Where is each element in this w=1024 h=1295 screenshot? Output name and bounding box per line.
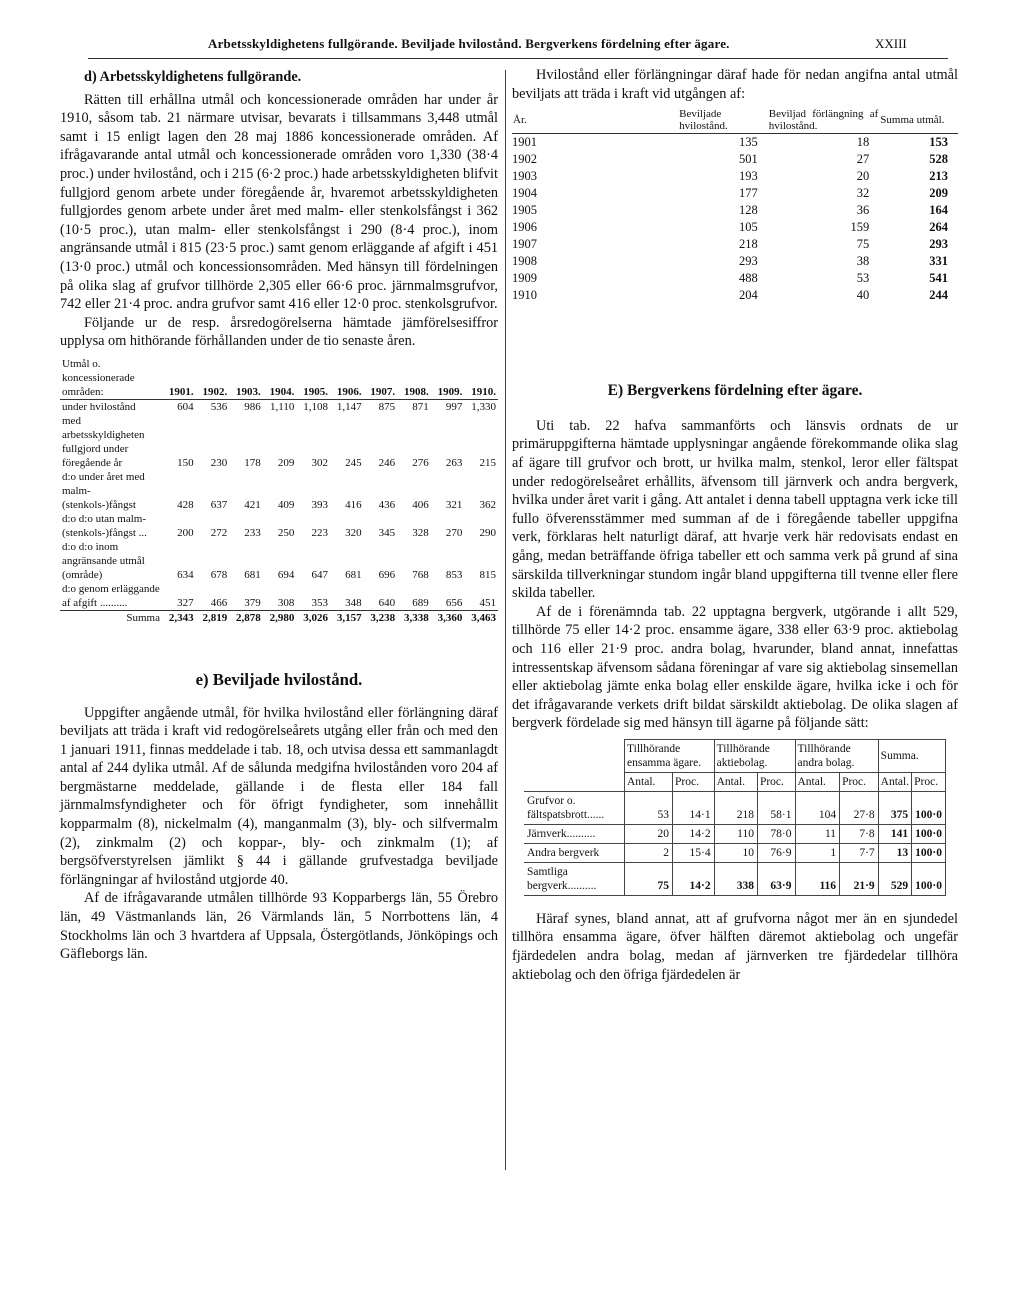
cell: 681 (244, 568, 261, 581)
cell: 15·4 (673, 843, 715, 862)
ext-cell: 27 (856, 152, 870, 167)
cell: 338 (714, 862, 757, 895)
cell: 436 (378, 498, 396, 511)
sum-cell: 3,238 (364, 610, 398, 625)
table-ownership (524, 739, 946, 896)
header-rule (88, 58, 948, 59)
cell: 100·0 (912, 791, 946, 824)
ext-cell: 18 (856, 135, 870, 150)
sum-cell: 2,343 (162, 610, 196, 625)
cell: 681 (345, 568, 362, 581)
granted-cell: 501 (739, 152, 758, 167)
right-column (512, 66, 958, 984)
year-cell: 1902 (512, 152, 537, 167)
sum-cell: 3,463 (464, 610, 498, 625)
ext-cell: 36 (856, 203, 870, 218)
cell: 689 (412, 596, 429, 609)
cell: 21·9 (840, 862, 879, 895)
table-row (524, 824, 946, 843)
year-header: 1902. (202, 385, 228, 398)
paragraph-comparison-intro: Följande ur de resp. årsredogörelserna hämtade jämförelsesiffror upplysa om hithörande förhållanden under de tio senaste åren. (60, 314, 498, 350)
cell: 76·9 (757, 843, 795, 862)
granted-cell: 293 (739, 254, 758, 269)
table-row (60, 399, 498, 414)
cell: 100·0 (912, 862, 946, 895)
cell: 375 (878, 791, 911, 824)
cell: 200 (177, 526, 194, 539)
cell: 451 (479, 596, 496, 609)
ext-cell: 20 (856, 169, 870, 184)
cell: 536 (210, 400, 228, 413)
row-label: Samtliga bergverk.......... (524, 862, 625, 895)
cell: 362 (479, 498, 496, 511)
cell: 1,108 (303, 400, 328, 413)
sum-cell: 2,878 (229, 610, 263, 625)
row-label: d:o under året med malm- (stenkols-)fångst (62, 470, 145, 511)
total-cell: 293 (929, 237, 948, 252)
paragraph-conclusion: Häraf synes, bland annat, att af grufvorna något mer än en sjundedel tillhöra ensamma ägare, öfver hälften däremot aktiebolag och ungefär fjärdedelen andra bolag, medan af järnverken tre fjärdedelar tillhöra aktiebolag och den öfriga fjärdedelen är (512, 910, 958, 983)
sum-cell: 3,360 (431, 610, 465, 625)
table-total-row (524, 862, 946, 895)
cell: 218 (714, 791, 757, 824)
header-antal: Antal. (714, 772, 757, 791)
header-aktiebolag: Tillhörande aktiebolag. (714, 739, 795, 772)
row-label: Andra bergverk (524, 843, 625, 862)
table-row (512, 219, 958, 236)
cell: 276 (412, 456, 429, 469)
granted-cell: 105 (739, 220, 758, 235)
header-year: År. (513, 114, 527, 127)
year-header: 1909. (437, 385, 463, 398)
cell: 27·8 (840, 791, 879, 824)
row-label: Grufvor o. fältspatsbrott...... (524, 791, 625, 824)
sum-label: Summa (60, 610, 162, 625)
sum-cell: 3,026 (296, 610, 330, 625)
header-blank (524, 739, 625, 791)
ext-cell: 40 (856, 288, 870, 303)
cell: 215 (479, 456, 496, 469)
table-row (512, 134, 958, 152)
row-label: d:o genom erläggande af afgift .......... (62, 582, 160, 609)
cell: 141 (878, 824, 911, 843)
cell: 379 (244, 596, 261, 609)
cell: 637 (210, 498, 228, 511)
sum-cell: 2,819 (196, 610, 230, 625)
cell: 263 (445, 456, 463, 469)
sum-cell: 3,157 (330, 610, 364, 625)
cell: 100·0 (912, 843, 946, 862)
cell: 250 (277, 526, 295, 539)
cell: 853 (445, 568, 463, 581)
cell: 428 (177, 498, 194, 511)
cell: 308 (277, 596, 295, 609)
cell: 14·1 (673, 791, 715, 824)
cell: 63·9 (757, 862, 795, 895)
left-column (60, 66, 498, 964)
cell: 13 (878, 843, 911, 862)
paragraph-ownership: Af de i förenämnda tab. 22 upptagna bergverk, utgörande i allt 529, tillhörde 75 eller 14·2 proc. ensamme ägare, 338 eller 63·9 proc. aktiebolag och 116 eller 21·9 proc. andra bolag, hvarunder, bland annat, innefattas intressentskap äfvensom sådana föreningar af vare sig aktiebolag sinsemellan eller aktiebolag jämte enka bolag eller enskilde ägare, hvilka icke i och för det ifrågavarande verkets drift bildat särskildt aktiebolag. De olika slagen af bergverk fördelade sig med hänsyn till ägarne på följande sätt: (512, 603, 958, 732)
table-row (524, 843, 946, 862)
section-d-heading: d) Arbetsskyldighetens fullgörande. (84, 69, 302, 85)
table-row (60, 470, 498, 512)
year-cell: 1907 (512, 237, 537, 252)
row-label: Järnverk.......... (524, 824, 625, 843)
cell: 78·0 (757, 824, 795, 843)
year-cell: 1906 (512, 220, 537, 235)
granted-cell: 193 (739, 169, 758, 184)
cell: 678 (210, 568, 228, 581)
table-row (512, 287, 958, 304)
header-proc: Proc. (757, 772, 795, 791)
cell: 245 (345, 456, 362, 469)
year-header: 1901. (168, 385, 194, 398)
header-proc: Proc. (840, 772, 879, 791)
cell: 421 (244, 498, 261, 511)
cell: 647 (311, 568, 328, 581)
table-arbetsskyldighet (60, 357, 498, 625)
cell: 20 (625, 824, 673, 843)
sum-cell: 2,980 (263, 610, 297, 625)
cell: 53 (625, 791, 673, 824)
paragraph-arbetsskyldighet: Rätten till erhållna utmål och koncessionerade områden har under år 1910, såsom tab. 21 närmare utvisar, bevarats i tillsammans 3,448 utmål samt i 15 enligt lagen den 28 maj 1886 koncessionerade områden. Af ifrågavarande antal utmål och koncessionerade områden voro 1,330 (38·4 proc.) under hvilostånd, och i 215 (6·2 proc.) hade arbetsskyldigheten blifvit fullgjord genom arbete under föregående år, hvaremot arbetsskyldigheten fullgjordes genom arbete under året med malm- eller stenkolsfångst i 362 (10·5 proc.), utan malm- eller stenkolsfångst i 290 (8·4 proc.), inom angränsande utmål i 815 (23·5 proc.) samt genom erläggande af afgift i 451 (13·0 proc.) utmål och koncessionsområden. Med hänsyn till fördelningen på olika slag af grufvor tillhörde 2,305 eller 66·6 proc. järnmalmsgrufvor, 742 eller 21·4 proc. andra grufvor samt 416 eller 12·0 proc. stenkolsgrufvor. (60, 91, 498, 313)
cell: 209 (277, 456, 295, 469)
total-cell: 213 (929, 169, 948, 184)
table-hvilostand (512, 107, 958, 304)
cell: 696 (378, 568, 396, 581)
cell: 353 (311, 596, 328, 609)
table-row (512, 151, 958, 168)
header-antal: Antal. (795, 772, 840, 791)
header-proc: Proc. (912, 772, 946, 791)
cell: 11 (795, 824, 840, 843)
cell: 302 (311, 456, 328, 469)
section-E-heading: E) Bergverkens fördelning efter ägare. (607, 382, 863, 400)
cell: 272 (210, 526, 228, 539)
cell: 406 (412, 498, 429, 511)
cell: 14·2 (673, 862, 715, 895)
running-title: Arbetsskyldighetens fullgörande. Beviljade hvilostånd. Bergverkens fördelning efter ägare. (208, 36, 730, 51)
table-row (512, 270, 958, 287)
cell: 529 (878, 862, 911, 895)
total-cell: 244 (929, 288, 948, 303)
cell: 104 (795, 791, 840, 824)
cell: 348 (345, 596, 362, 609)
table-row (60, 512, 498, 540)
granted-cell: 135 (739, 135, 758, 150)
granted-cell: 204 (739, 288, 758, 303)
header-single-owner: Tillhörande ensamma ägare. (625, 739, 715, 772)
cell: 871 (412, 400, 429, 413)
table-header-row (512, 107, 958, 134)
cell: 14·2 (673, 824, 715, 843)
granted-cell: 488 (739, 271, 758, 286)
table-row (60, 582, 498, 611)
column-divider (505, 70, 506, 1170)
granted-cell: 128 (739, 203, 758, 218)
ext-cell: 32 (856, 186, 870, 201)
year-cell: 1903 (512, 169, 537, 184)
header-proc: Proc. (673, 772, 715, 791)
year-header: 1908. (404, 385, 429, 398)
row-label: d:o d:o utan malm- (stenkols-)fångst ... (62, 512, 147, 539)
cell: 178 (244, 456, 261, 469)
paragraph-hvilostand-intro: Hvilostånd eller förlängningar däraf hade för nedan angifna antal utmål beviljats att träda i kraft vid utgången af: (512, 67, 958, 102)
cell: 997 (445, 400, 463, 413)
granted-cell: 218 (739, 237, 758, 252)
table-header-label: Utmål o. koncessionerade områden: (62, 357, 135, 398)
cell: 875 (378, 400, 396, 413)
table-row (524, 791, 946, 824)
cell: 2 (625, 843, 673, 862)
cell: 604 (177, 400, 194, 413)
table-row (60, 540, 498, 582)
cell: 656 (445, 596, 463, 609)
cell: 270 (445, 526, 463, 539)
year-cell: 1909 (512, 271, 537, 286)
cell: 393 (311, 498, 328, 511)
table-row (512, 168, 958, 185)
total-cell: 153 (929, 135, 948, 150)
header-total: Summa utmål. (880, 114, 945, 127)
header-other-companies: Tillhörande andra bolag. (795, 739, 878, 772)
cell: 815 (479, 568, 496, 581)
table-header-row (60, 357, 498, 400)
ext-cell: 38 (856, 254, 870, 269)
cell: 75 (625, 862, 673, 895)
cell: 58·1 (757, 791, 795, 824)
year-cell: 1901 (512, 135, 537, 150)
cell: 110 (714, 824, 757, 843)
row-label: d:o d:o inom angränsande utmål (område) (62, 540, 145, 581)
year-header: 1905. (303, 385, 328, 398)
table-row (512, 236, 958, 253)
table-header-row (524, 739, 946, 772)
table-row (512, 202, 958, 219)
year-header: 1904. (269, 385, 295, 398)
cell: 986 (244, 400, 261, 413)
cell: 768 (412, 568, 429, 581)
cell: 223 (311, 526, 328, 539)
cell: 345 (378, 526, 396, 539)
table-sum-row (60, 610, 498, 625)
cell: 640 (378, 596, 396, 609)
header-antal: Antal. (625, 772, 673, 791)
cell: 7·7 (840, 843, 879, 862)
cell: 327 (177, 596, 194, 609)
table-row (512, 253, 958, 270)
table-row (60, 414, 498, 470)
header-extension: Beviljad förlängning af hvilostånd. (768, 108, 879, 133)
year-header: 1907. (370, 385, 396, 398)
year-header: 1903. (236, 385, 261, 398)
cell: 1,147 (336, 400, 362, 413)
row-label: under hvilostånd (62, 400, 136, 413)
sum-cell: 3,338 (397, 610, 431, 625)
header-antal: Antal. (878, 772, 911, 791)
cell: 466 (210, 596, 228, 609)
total-cell: 264 (929, 220, 948, 235)
year-cell: 1910 (512, 288, 537, 303)
cell: 150 (177, 456, 194, 469)
header-sum: Summa. (878, 739, 945, 772)
total-cell: 331 (929, 254, 948, 269)
cell: 230 (210, 456, 228, 469)
cell: 634 (177, 568, 194, 581)
year-cell: 1908 (512, 254, 537, 269)
row-label: med arbetsskyldigheten fullgjord under föregående år (62, 414, 145, 469)
year-cell: 1905 (512, 203, 537, 218)
cell: 1,330 (471, 400, 496, 413)
total-cell: 528 (929, 152, 948, 167)
ext-cell: 75 (856, 237, 870, 252)
total-cell: 164 (929, 203, 948, 218)
granted-cell: 177 (739, 186, 758, 201)
cell: 100·0 (912, 824, 946, 843)
year-header: 1906. (336, 385, 362, 398)
cell: 1 (795, 843, 840, 862)
year-header: 1910. (471, 385, 496, 398)
total-cell: 209 (929, 186, 948, 201)
section-e-heading: e) Beviljade hvilostånd. (195, 669, 363, 689)
cell: 10 (714, 843, 757, 862)
paragraph-lan-distribution: Af de ifrågavarande utmålen tillhörde 93 Kopparbergs län, 55 Örebro län, 49 Västmanlands län, 26 Värmlands län, 5 Norrbottens län, 4 Stockholms län och 3 hvartdera af Uppsala, Östergötlands, Jönköpings och Gäfleborgs län. (60, 890, 498, 963)
ext-cell: 159 (850, 220, 870, 235)
paragraph-hvilostand: Uppgifter angående utmål, för hvilka hvilostånd eller förlängning däraf beviljats att träda i kraft vid redogörelseårets utgång eller från och med den 1 januari 1911, finnas meddelade i tab. 18, och utvisa dessa ett sammanlagdt antal af 244 dylika utmål. Af de sålunda medgifna hvilostånden voro 204 af bergmästarne meddelade, gällande i de flesta eller 184 fall järnmalmsfyndigheter och för öfrigt fyndigheter, som innehållit kopparmalm (8), nickelmalm (4), manganmalm (3), bly- och silfvermalm (2), zinkmalm (2) och koppar-, bly- och zinkmalm (1); af bergsöfverstyrelsen jämlikt § 44 i gällande grufvestadga beviljade förlängningar af hvilostånd utgjorde 40. (60, 704, 498, 888)
paragraph-tab22: Uti tab. 22 hafva sammanförts och länsvis ordnats de ur primäruppgifterna hämtade upplysningar angående förekommande olika slag af ägare till grufvor och brott, ur hvilka malm, stenkol, leror eller fältspat under redogörelseåret erhållits, äfvensom till järnverk och andra bergverk, hvilka under året varit i gång. Att antalet i denna tabell upptagna verk icke till fullo öfverensstämmer med summan af de i föregående tabeller uppgifna verk, förklaras helt naturligt däraf, att hvarje verk här redovisats endast en gång, medan beträffande öfriga tabeller ett och samma verk på grund af sina särskilda tillverkningar stundom ingår bland uppgifterna till tvenne eller flere skilda tabeller. (512, 417, 958, 602)
cell: 416 (345, 498, 362, 511)
cell: 246 (378, 456, 396, 469)
year-cell: 1904 (512, 186, 537, 201)
cell: 321 (445, 498, 463, 511)
cell: 233 (244, 526, 261, 539)
cell: 694 (277, 568, 295, 581)
cell: 320 (345, 526, 362, 539)
cell: 116 (795, 862, 840, 895)
table-row (512, 185, 958, 202)
cell: 7·8 (840, 824, 879, 843)
cell: 1,110 (270, 400, 295, 413)
cell: 409 (277, 498, 295, 511)
page-header (0, 36, 1024, 56)
ext-cell: 53 (856, 271, 870, 286)
cell: 290 (479, 526, 496, 539)
cell: 328 (412, 526, 429, 539)
page-number: XXIII (875, 36, 907, 51)
total-cell: 541 (929, 271, 948, 286)
header-granted: Beviljade hvilostånd. (679, 108, 728, 133)
